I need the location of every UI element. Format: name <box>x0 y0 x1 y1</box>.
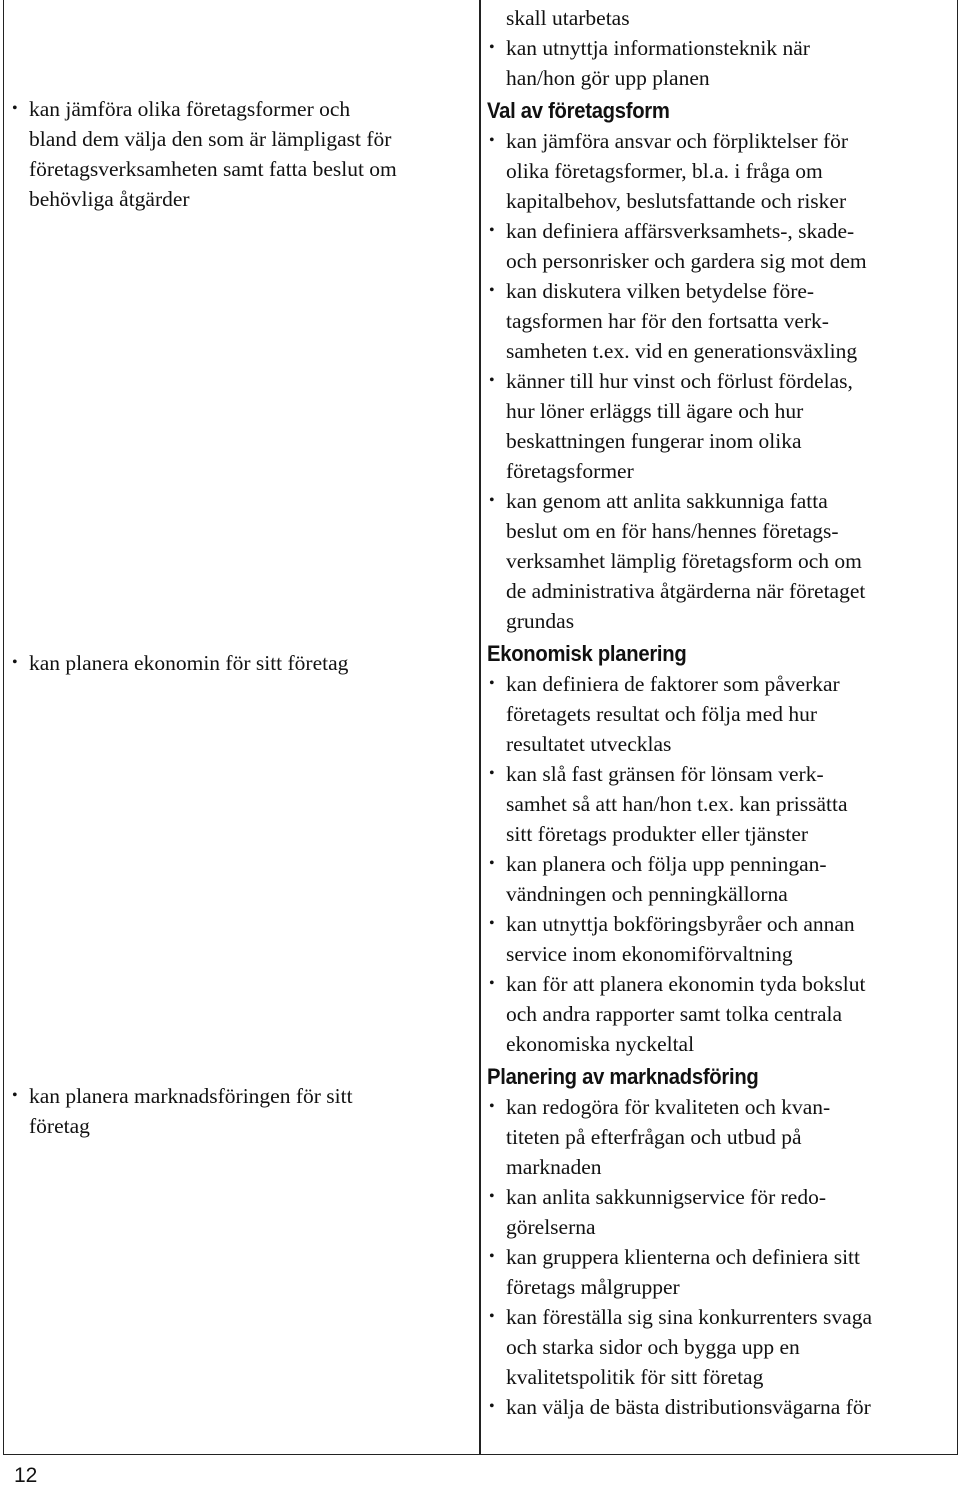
list-item: • kan gruppera klienterna och definiera sitt företags målgrupper <box>487 1242 952 1302</box>
list-item: • kan anlita sakkunnigservice för redo- görelserna <box>487 1182 952 1242</box>
list-item: • kan genom att anlita sakkunniga fatta beslut om en för hans/hennes företags- verksamhet lämplig företagsform och om de administrativa åtgärderna när företaget grundas <box>487 486 952 636</box>
list-item: • kan diskutera vilken betydelse före- tagsformen har för den fortsatta verk- samheten t.ex. vid en generationsväxling <box>487 276 952 366</box>
list-item: • kan för att planera ekonomin tyda bokslut och andra rapporter samt tolka centrala ekonomiska nyckeltal <box>487 969 952 1059</box>
list-item: • känner till hur vinst och förlust fördelas, hur löner erläggs till ägare och hur beskattningen fungerar inom olika företagsformer <box>487 366 952 486</box>
list-item: • kan utnyttja bokföringsbyråer och annan service inom ekonomiförvaltning <box>487 909 952 969</box>
section-heading-marketing: Planering av marknadsföring <box>487 1064 759 1089</box>
continuation-text: skall utarbetas <box>506 6 630 30</box>
section-heading-economy: Ekonomisk planering <box>487 641 687 666</box>
section-heading-company-form: Val av företagsform <box>487 98 670 123</box>
list-item: • kan definiera de faktorer som påverkar företagets resultat och följa med hur resultatet utvecklas <box>487 669 952 759</box>
list-item: • kan redogöra för kvaliteten och kvan- titeten på efterfrågan och utbud på marknaden <box>487 1092 952 1182</box>
list-item: • kan utnyttja informationsteknik när han/hon gör upp planen <box>487 33 952 93</box>
list-item: • kan föreställa sig sina konkurrenters svaga och starka sidor och bygga upp en kvalitetspolitik för sitt företag <box>487 1302 952 1392</box>
left-objective-economy: • kan planera ekonomin för sitt företag <box>8 648 494 678</box>
page-number: 12 <box>14 1464 38 1487</box>
right-column <box>487 3 952 1422</box>
left-objective-company-form: • kan jämföra olika företagsformer och bland dem välja den som är lämpligast för företagsverksamheten samt fatta beslut om behövliga åtgärder <box>8 94 494 214</box>
list-item: • kan definiera affärsverksamhets-, skade- och personrisker och gardera sig mot dem <box>487 216 952 276</box>
column-divider <box>479 0 481 1455</box>
list-item: • kan planera och följa upp penningan- vändningen och penningkällorna <box>487 849 952 909</box>
list-item: • kan välja de bästa distributionsvägarna för <box>487 1392 952 1422</box>
list-item: • kan jämföra ansvar och förpliktelser för olika företagsformer, bl.a. i fråga om kapitalbehov, beslutsfattande och risker <box>487 126 952 216</box>
left-objective-marketing: • kan planera marknadsföringen för sitt företag <box>8 1081 494 1141</box>
list-item: • kan slå fast gränsen för lönsam verk- samhet så att han/hon t.ex. kan prissätta sitt företags produkter eller tjänster <box>487 759 952 849</box>
